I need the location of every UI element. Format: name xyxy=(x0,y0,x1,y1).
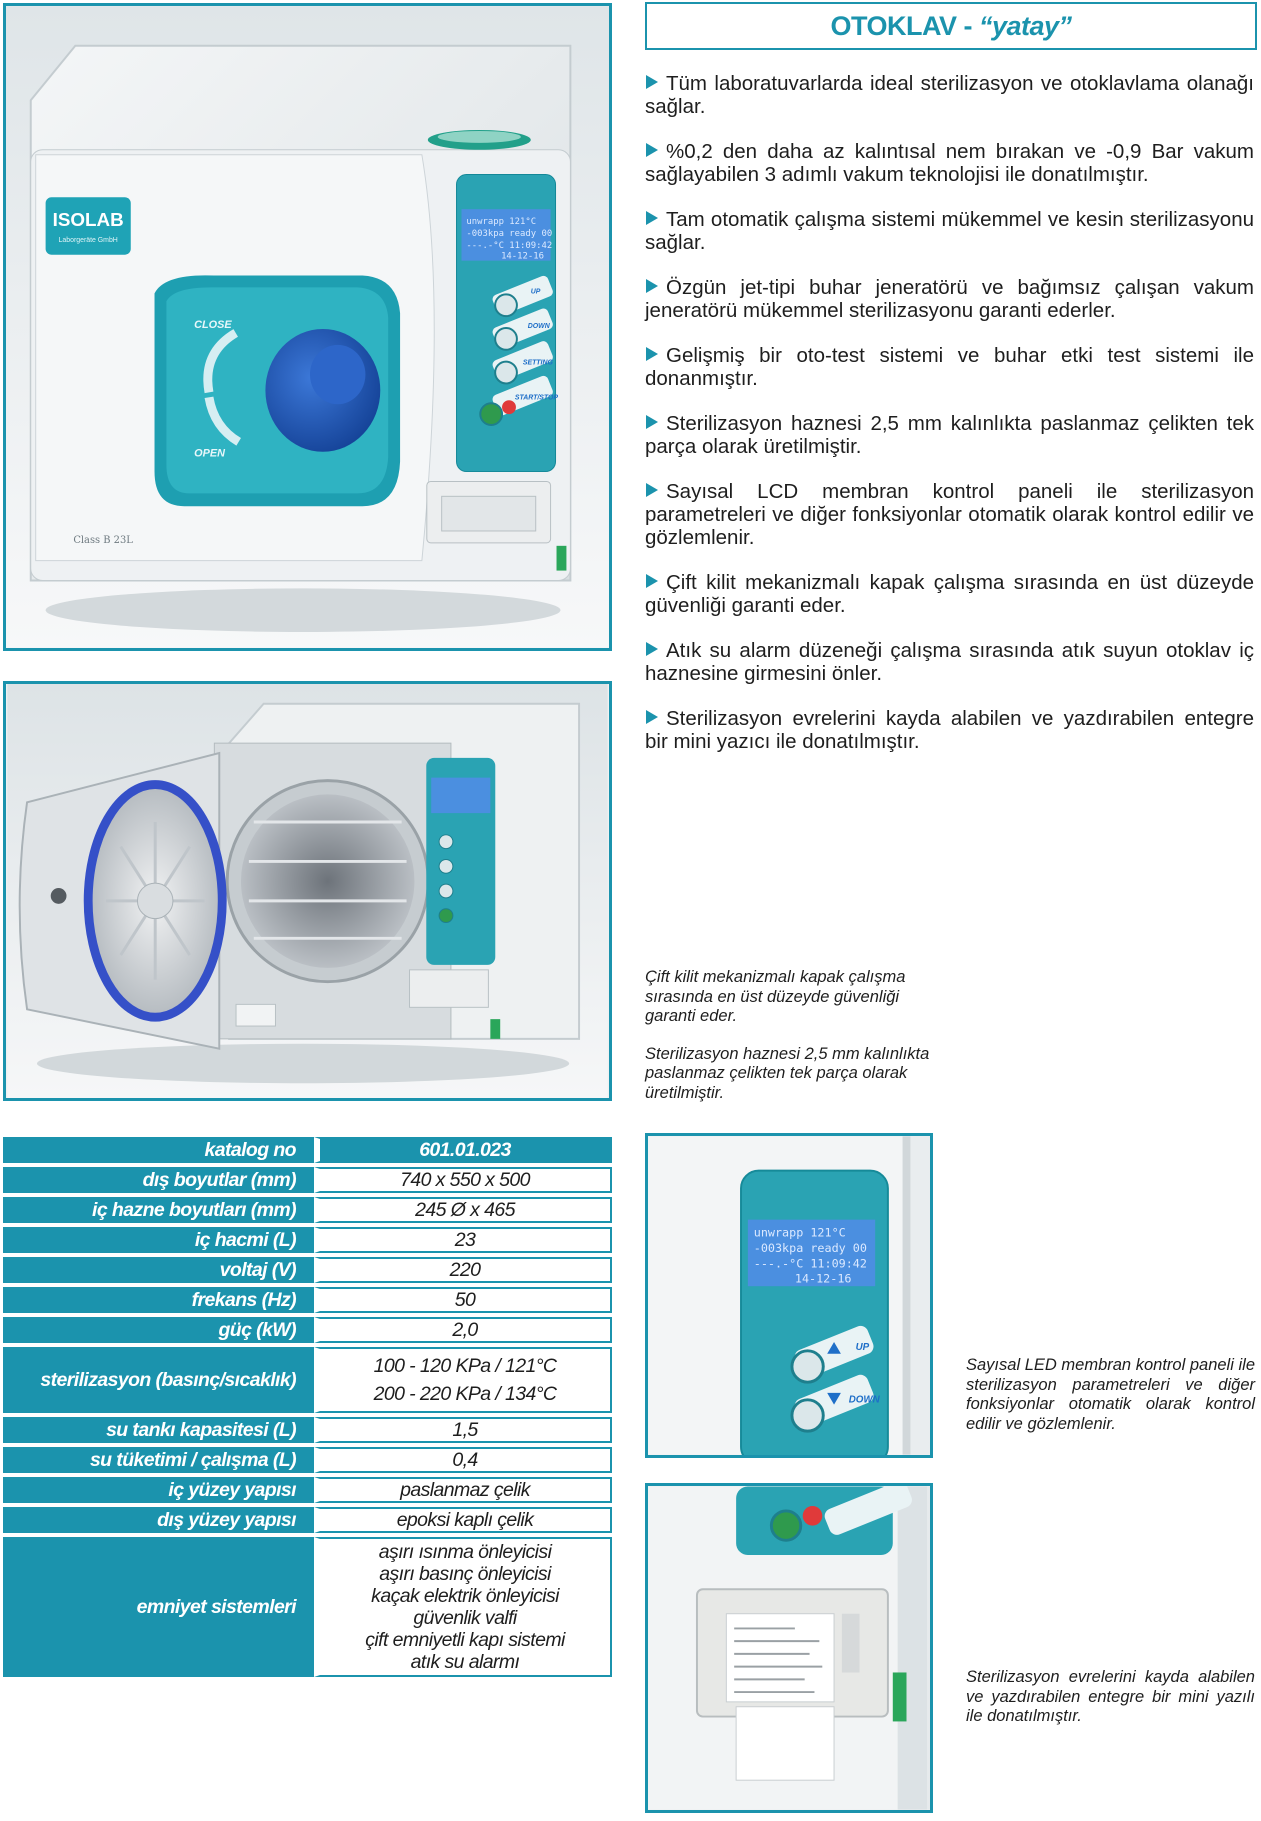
table-row: emniyet sistemleri aşırı ısınma önleyicisi aşırı basınç önleyicisi kaçak elektrik önleyicisi güvenlik valfi çift emniyetli kapı sistemi atık su alarmı xyxy=(3,1537,612,1677)
page-title xyxy=(645,2,1257,50)
svg-text:SETTING: SETTING xyxy=(522,359,553,367)
svg-text:UP: UP xyxy=(530,288,541,296)
lcd-line-4: 14-12-16 xyxy=(501,251,544,262)
feature-item: %0,2 den daha az kalıntısal nem bırakan ve -0,9 Bar vakum sağlayabilen 3 adımlı vakum teknolojisi ile donatılmıştır. xyxy=(645,140,1254,186)
svg-text:DOWN: DOWN xyxy=(848,1394,880,1406)
feature-item: Sayısal LCD membran kontrol paneli ile sterilizasyon parametreleri ve diğer fonksiyonlar otomatik olarak kontrol edilir ve gözlemlenir. xyxy=(645,480,1254,549)
feature-item: Tam otomatik çalışma sistemi mükemmel ve kesin sterilizasyonu sağlar. xyxy=(645,208,1254,254)
feature-item: Atık su alarm düzeneği çalışma sırasında atık suyun otoklav iç haznesine girmesini önler. xyxy=(645,639,1254,685)
page-title-main: OTOKLAV - xyxy=(830,11,979,41)
feature-item: Sterilizasyon haznesi 2,5 mm kalınlıkta paslanmaz çelikten tek parça olarak üretilmiştir. xyxy=(645,412,1254,458)
feature-item: Çift kilit mekanizmalı kapak çalışma sırasında en üst düzeyde güvenliği garanti eder. xyxy=(645,571,1254,617)
caption-photo-open xyxy=(645,968,945,1121)
svg-text:DOWN: DOWN xyxy=(527,322,550,330)
arrow-icon xyxy=(646,143,658,157)
feature-list xyxy=(645,72,1254,775)
table-row: su tankı kapasitesi (L) 1,5 xyxy=(3,1417,612,1443)
table-row: iç hazne boyutları (mm) 245 Ø x 465 xyxy=(3,1197,612,1223)
photo-autoclave-closed xyxy=(3,3,612,651)
svg-text:unwrapp 121°C: unwrapp 121°C xyxy=(753,1225,846,1240)
svg-text:14-12-16: 14-12-16 xyxy=(794,1271,852,1286)
lcd-line-2: -003kpa ready 00 xyxy=(466,228,553,239)
svg-text:START/STOP: START/STOP xyxy=(514,394,559,402)
open-label: OPEN xyxy=(194,447,225,460)
table-row: iç yüzey yapısı paslanmaz çelik xyxy=(3,1477,612,1503)
printer-illustration xyxy=(648,1486,930,1810)
up-button[interactable] xyxy=(495,294,517,316)
start-stop-button[interactable] xyxy=(480,403,502,425)
table-row: iç hacmi (L) 23 xyxy=(3,1227,612,1253)
table-row: sterilizasyon (basınç/sıcaklık) 100 - 120 KPa / 121°C 200 - 220 KPa / 134°C xyxy=(3,1347,612,1413)
arrow-icon xyxy=(646,279,658,293)
up-button[interactable] xyxy=(792,1351,823,1382)
autoclave-closed-illustration xyxy=(6,6,609,648)
arrow-icon xyxy=(646,211,658,225)
svg-text:UP: UP xyxy=(855,1341,870,1353)
photo-control-panel xyxy=(645,1133,933,1458)
brand-logo-text: ISOLAB xyxy=(52,209,124,231)
table-row: frekans (Hz) 50 xyxy=(3,1287,612,1313)
arrow-icon xyxy=(646,642,658,656)
caption-chamber: Sterilizasyon haznesi 2,5 mm kalınlıkta paslanmaz çelikten tek parça olarak üretilmiştir. xyxy=(645,1044,930,1102)
arrow-icon xyxy=(646,75,658,89)
arrow-icon xyxy=(646,347,658,361)
brand-subtitle: Laborgeräte GmbH xyxy=(58,236,118,244)
down-button[interactable] xyxy=(792,1400,823,1431)
close-label: CLOSE xyxy=(194,318,232,331)
table-row: katalog no 601.01.023 xyxy=(3,1137,612,1163)
feature-item: Gelişmiş bir oto-test sistemi ve buhar etki test sistemi ile donanmıştır. xyxy=(645,344,1254,390)
feature-item: Tüm laboratuvarlarda ideal sterilizasyon ve otoklavlama olanağı sağlar. xyxy=(645,72,1254,118)
start-stop-button[interactable] xyxy=(771,1511,800,1540)
arrow-icon xyxy=(646,415,658,429)
down-button[interactable] xyxy=(495,328,517,350)
lcd-line-1: unwrapp 121°C xyxy=(466,217,537,228)
photo-autoclave-open xyxy=(3,681,612,1101)
autoclave-open-illustration xyxy=(6,684,609,1098)
setting-button[interactable] xyxy=(495,362,517,384)
arrow-icon xyxy=(646,710,658,724)
page-title-sub: “yatay” xyxy=(978,11,1072,41)
feature-item: Sterilizasyon evrelerini kayda alabilen ve yazdırabilen entegre bir mini yazıcı ile donatılmıştır. xyxy=(645,707,1254,753)
class-label: Class B 23L xyxy=(73,534,133,546)
caption-panel: Sayısal LED membran kontrol paneli ile sterilizasyon parametreleri ve diğer fonksiyonlar otomatik olarak kontrol edilir ve gözlemlenir. xyxy=(966,1356,1255,1433)
control-panel-illustration xyxy=(648,1136,930,1455)
arrow-icon xyxy=(646,574,658,588)
spec-table xyxy=(3,1133,612,1681)
caption-door-lock: Çift kilit mekanizmalı kapak çalışma sırasında en üst düzeyde güvenliği garanti eder. xyxy=(645,968,906,1025)
table-row: güç (kW) 2,0 xyxy=(3,1317,612,1343)
svg-text:---.-°C 11:09:42: ---.-°C 11:09:42 xyxy=(753,1256,867,1271)
caption-printer: Sterilizasyon evrelerini kayda alabilen ve yazdırabilen entegre bir mini yazılı ile donatılmıştır. xyxy=(966,1668,1255,1725)
lcd-line-3: ---.-°C 11:09:42 xyxy=(466,240,553,251)
arrow-icon xyxy=(646,483,658,497)
table-row: dış yüzey yapısı epoksi kaplı çelik xyxy=(3,1507,612,1533)
table-row: su tüketimi / çalışma (L) 0,4 xyxy=(3,1447,612,1473)
svg-text:-003kpa ready 00: -003kpa ready 00 xyxy=(753,1240,867,1255)
photo-printer xyxy=(645,1483,933,1813)
table-row: voltaj (V) 220 xyxy=(3,1257,612,1283)
feature-item: Özgün jet-tipi buhar jeneratörü ve bağımsız çalışan vakum jeneratörü mükemmel sterilizasyonu garanti ederler. xyxy=(645,276,1254,322)
table-row: dış boyutlar (mm) 740 x 550 x 500 xyxy=(3,1167,612,1193)
